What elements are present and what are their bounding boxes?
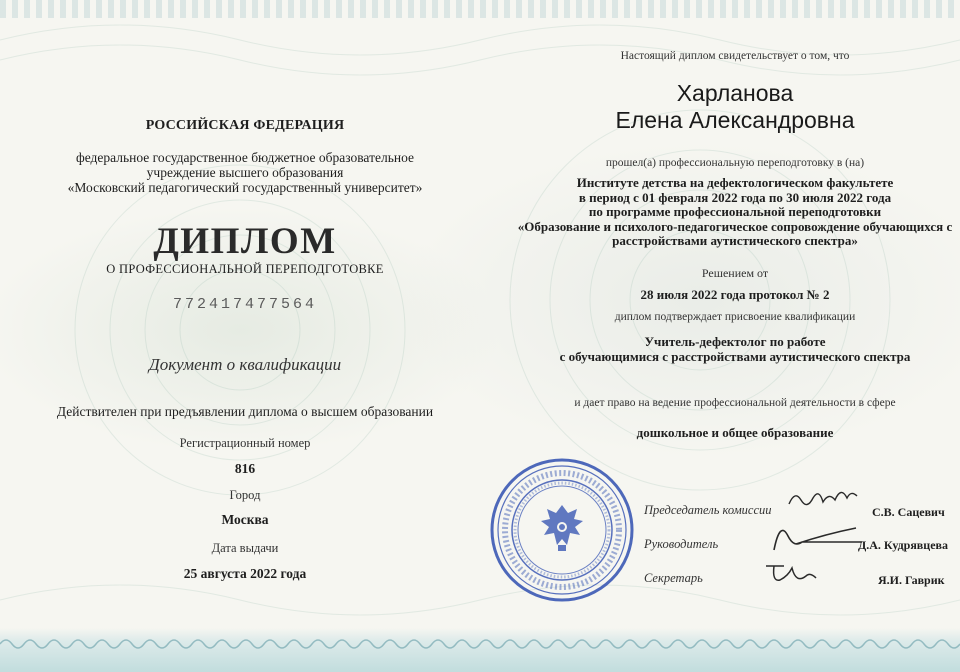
top-ornament-border bbox=[0, 0, 960, 18]
institution-name bbox=[40, 150, 450, 195]
training-statement: прошел(а) профессиональную переподготовку в (на) bbox=[605, 157, 865, 169]
city-value: Москва bbox=[221, 512, 269, 527]
diploma-subtitle: О ПРОФЕССИОНАЛЬНОЙ ПЕРЕПОДГОТОВКЕ bbox=[106, 262, 384, 276]
serial-number: 772417477564 bbox=[172, 296, 318, 313]
head-role-label: Руководитель bbox=[644, 537, 719, 551]
head-name: Д.А. Кудрявцева bbox=[858, 538, 949, 552]
chair-name: С.В. Сацевич bbox=[872, 505, 945, 519]
qualification-line: Учитель-дефектолог по работе bbox=[644, 334, 826, 349]
secretary-signature-icon bbox=[762, 558, 822, 588]
reg-number-value: 816 bbox=[234, 461, 256, 476]
eagle-emblem-icon bbox=[541, 505, 583, 551]
validity-note: Действителен при предъявлении диплома о высшем образовании bbox=[56, 404, 434, 419]
qualification-value bbox=[510, 334, 960, 364]
document-type: Документ о квалификации bbox=[148, 355, 342, 374]
institution-line: «Московский педагогический государственный университет» bbox=[67, 180, 423, 195]
activity-sphere: дошкольное и общее образование bbox=[636, 425, 834, 440]
issue-date-value: 25 августа 2022 года bbox=[183, 566, 307, 581]
decision-label: Решением от bbox=[701, 266, 769, 280]
qualification-line: с обучающимися с расстройствами аутистического спектра bbox=[559, 349, 911, 364]
decision-value: 28 июля 2022 года протокол № 2 bbox=[640, 287, 830, 302]
head-signature-icon bbox=[766, 514, 866, 554]
program-line: Институте детства на дефектологическом факультете bbox=[576, 175, 894, 190]
program-line: «Образование и психолого-педагогическое сопровождение обучающихся с bbox=[517, 218, 953, 234]
institution-line: учреждение высшего образования bbox=[146, 165, 344, 180]
qualification-label: диплом подтверждает присвоение квалификации bbox=[614, 311, 856, 323]
program-line: в период с 01 февраля 2022 года по 30 июля 2022 года bbox=[578, 189, 892, 205]
bottom-chain-ornament bbox=[0, 636, 960, 652]
country-heading: РОССИЙСКАЯ ФЕДЕРАЦИЯ bbox=[145, 118, 345, 133]
intro-text: Настоящий диплом свидетельствует о том, что bbox=[620, 50, 850, 62]
holder-name bbox=[510, 80, 960, 134]
institution-line: федеральное государственное бюджетное образовательное bbox=[75, 150, 414, 165]
rights-statement: и дает право на ведение профессиональной деятельности в сфере bbox=[574, 397, 896, 409]
official-seal-stamp bbox=[487, 455, 637, 605]
holder-given-names: Елена Александровна bbox=[615, 107, 855, 133]
chair-role-label: Председатель комиссии bbox=[644, 503, 772, 517]
reg-number-label: Регистрационный номер bbox=[179, 436, 311, 450]
program-line: по программе профессиональной переподготовки bbox=[588, 204, 882, 219]
secretary-name: Я.И. Гаврик bbox=[878, 573, 945, 587]
issue-date-label: Дата выдачи bbox=[211, 541, 279, 555]
secretary-role-label: Секретарь bbox=[644, 571, 703, 585]
chair-signature-icon bbox=[785, 482, 865, 516]
city-label: Город bbox=[229, 488, 261, 502]
diploma-title: ДИПЛОМ bbox=[153, 221, 337, 262]
program-line: расстройствами аутистического спектра» bbox=[612, 233, 858, 248]
holder-surname: Харланова bbox=[676, 80, 794, 106]
program-details bbox=[510, 176, 960, 249]
